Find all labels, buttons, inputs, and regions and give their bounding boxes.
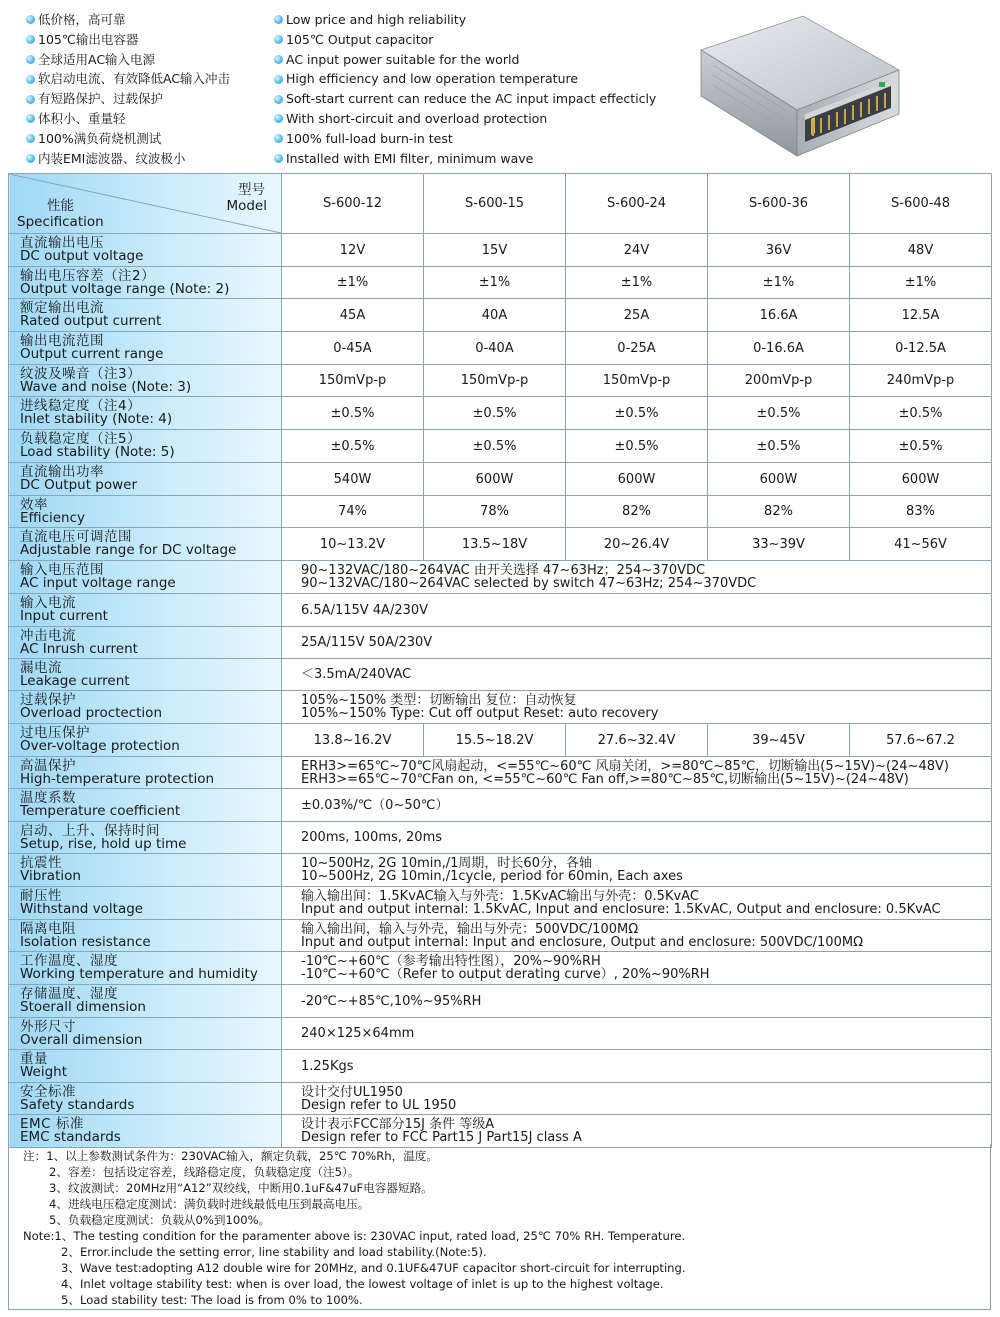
value-cell: 27.6~32.4V — [566, 724, 708, 757]
table-row — [9, 920, 992, 952]
value-cell-wide: 200ms, 100ms, 20ms — [282, 822, 992, 854]
value-cell: 150mVp-p — [566, 365, 708, 397]
bullet-icon — [26, 114, 35, 123]
row-label: 直流输出功率 DC Output power — [9, 463, 282, 496]
value-cell: 74% — [282, 496, 424, 528]
value-cell: 600W — [424, 463, 566, 496]
row-label: 温度系数 Temperature coefficient — [9, 789, 282, 822]
bullet-icon — [26, 95, 35, 104]
table-row — [9, 691, 992, 724]
value-cell-wide: ±0.03%/℃（0~50℃） — [282, 789, 992, 822]
value-cell: 40A — [424, 299, 566, 332]
bullet-icon — [26, 154, 35, 163]
table-row — [9, 887, 992, 920]
value-cell: 78% — [424, 496, 566, 528]
value-cell: 16.6A — [708, 299, 850, 332]
table-row — [9, 430, 992, 463]
model-cell: S-600-24 — [566, 174, 708, 234]
value-cell-wide: 90~132VAC/180~264VAC 由开关选择 47~63Hz；254~370VDC 90~132VAC/180~264VAC selected by switch 47~63Hz; 254~370VDC — [282, 561, 992, 594]
value-cell-wide: 输入输出间：1.5KvAC输入与外壳：1.5KvAC输出与外壳：0.5KvAC Input and output internal: 1.5KvAC, Input and enclosure: 1.5KvAC, Output and enclosure: 0.5KvAC — [282, 887, 992, 920]
table-row — [9, 463, 992, 496]
table-row — [9, 822, 992, 854]
table-row — [9, 267, 992, 299]
model-cell: S-600-48 — [850, 174, 992, 234]
table-row — [9, 594, 992, 627]
note-line: 3、Wave test:adopting A12 double wire for 20MHz, and 0.1UF&47UF capacitor short-circuit for interrupting. — [61, 1261, 686, 1275]
value-cell-wide: 25A/115V 50A/230V — [282, 627, 992, 659]
value-cell: 41~56V — [850, 528, 992, 561]
note-line: 2、容差：包括设定容差，线路稳定度，负载稳定度（注5）。 — [49, 1165, 360, 1179]
table-row — [9, 1115, 992, 1148]
value-cell: 12.5A — [850, 299, 992, 332]
feature-item: 有短路保护、过载保护 — [26, 89, 230, 109]
feature-item: 体积小、重量轻 — [26, 109, 230, 129]
bullet-icon — [26, 35, 35, 44]
row-label: 输出电压容差（注2） Output voltage range (Note: 2) — [9, 267, 282, 299]
spec-cn-label: 性能 — [47, 198, 74, 214]
value-cell-wide: -20℃~+85℃,10%~95%RH — [282, 985, 992, 1018]
value-cell-wide: 240×125×64mm — [282, 1018, 992, 1050]
header-label-cell — [9, 174, 282, 234]
value-cell-wide: ＜3.5mA/240VAC — [282, 659, 992, 691]
feature-item: 软启动电流、有效降低AC输入冲击 — [26, 69, 230, 89]
row-label: 直流输出电压 DC output voltage — [9, 234, 282, 267]
model-cn-label: 型号 — [238, 182, 265, 198]
row-label: 抗震性 Vibration — [9, 854, 282, 887]
value-cell: 82% — [566, 496, 708, 528]
spec-en-label: Specification — [17, 214, 104, 230]
value-cell: ±0.5% — [708, 397, 850, 430]
bullet-icon — [274, 55, 283, 64]
row-label: 额定输出电流 Rated output current — [9, 299, 282, 332]
table-row — [9, 561, 992, 594]
table-row — [9, 1018, 992, 1050]
table-row — [9, 365, 992, 397]
feature-item: 105℃输出电容器 — [26, 30, 230, 50]
note-line: 4、进线电压稳定度测试：满负载时进线最低电压到最高电压。 — [49, 1197, 370, 1211]
value-cell-wide: 输入输出间，输入与外壳，输出与外壳：500VDC/100MΩ Input and output internal: Input and enclosure, Output and enclosure: 500VDC/100MΩ — [282, 920, 992, 952]
value-cell-wide: 10~500Hz, 2G 10min,/1周期，时长60分，各轴 10~500Hz, 2G 10min,/1cycle, period for 60min, Each axes — [282, 854, 992, 887]
value-cell: ±0.5% — [708, 430, 850, 463]
spec-table — [8, 173, 992, 1148]
bullet-icon — [274, 15, 283, 24]
feature-item: Low price and high reliability — [274, 10, 656, 30]
header-row — [9, 174, 992, 234]
row-label: 高温保护 High-temperature protection — [9, 757, 282, 789]
feature-item: 内装EMI滤波器、纹波极小 — [26, 149, 230, 169]
feature-item: Installed with EMI filter, minimum wave — [274, 149, 656, 169]
bullet-icon — [274, 114, 283, 123]
table-row — [9, 985, 992, 1018]
note-line: 3、纹波测试：20MHz用“A12”双绞线，中断用0.1uF&47uF电容器短路。 — [49, 1181, 433, 1195]
table-row — [9, 952, 992, 985]
value-cell: 10~13.2V — [282, 528, 424, 561]
value-cell-wide: 设计表示FCC部分15J 条件 等级A Design refer to FCC Part15 J Part15J class A — [282, 1115, 992, 1148]
bullet-icon — [26, 134, 35, 143]
value-cell: 25A — [566, 299, 708, 332]
value-cell: ±0.5% — [282, 397, 424, 430]
table-row — [9, 299, 992, 332]
feature-item: AC input power suitable for the world — [274, 50, 656, 70]
value-cell: 13.5~18V — [424, 528, 566, 561]
value-cell-wide: 1.25Kgs — [282, 1050, 992, 1083]
table-row — [9, 854, 992, 887]
value-cell: 0-12.5A — [850, 332, 992, 365]
value-cell: 48V — [850, 234, 992, 267]
value-cell: 0-25A — [566, 332, 708, 365]
note-line: 注：1、以上参数测试条件为：230VAC输入，额定负载，25℃ 70%Rh，温度。 — [23, 1149, 438, 1163]
value-cell: 600W — [566, 463, 708, 496]
value-cell: ±1% — [850, 267, 992, 299]
row-label: 隔离电阻 Isolation resistance — [9, 920, 282, 952]
table-row — [9, 234, 992, 267]
row-label: 纹波及噪音（注3） Wave and noise (Note: 3) — [9, 365, 282, 397]
value-cell: ±1% — [282, 267, 424, 299]
row-label: 负载稳定度（注5） Load stability (Note: 5) — [9, 430, 282, 463]
value-cell: 0-16.6A — [708, 332, 850, 365]
feature-item: 100% full-load burn-in test — [274, 129, 656, 149]
row-label: 耐压性 Withstand voltage — [9, 887, 282, 920]
features-section — [0, 0, 1000, 172]
row-label: 冲击电流 AC Inrush current — [9, 627, 282, 659]
feature-item: 100%满负荷烧机测试 — [26, 129, 230, 149]
model-cell: S-600-12 — [282, 174, 424, 234]
table-row — [9, 757, 992, 789]
value-cell: ±0.5% — [424, 430, 566, 463]
value-cell: 150mVp-p — [424, 365, 566, 397]
table-row — [9, 789, 992, 822]
table-row — [9, 724, 992, 757]
value-cell: ±0.5% — [566, 397, 708, 430]
table-row — [9, 332, 992, 365]
bullet-icon — [274, 154, 283, 163]
row-label: 直流电压可调范围 Adjustable range for DC voltage — [9, 528, 282, 561]
row-label: 过载保护 Overload proctection — [9, 691, 282, 724]
value-cell: 150mVp-p — [282, 365, 424, 397]
value-cell: 240mVp-p — [850, 365, 992, 397]
note-line: 5、负载稳定度测试：负载从0%到100%。 — [49, 1213, 271, 1227]
bullet-icon — [274, 35, 283, 44]
value-cell: ±0.5% — [850, 430, 992, 463]
value-cell-wide: 105%~150% 类型：切断输出 复位：自动恢复 105%~150% Type: Cut off output Reset: auto recovery — [282, 691, 992, 724]
value-cell: 24V — [566, 234, 708, 267]
value-cell: 39~45V — [708, 724, 850, 757]
features-en-list — [274, 10, 656, 168]
row-label: 进线稳定度（注4） Inlet stability (Note: 4) — [9, 397, 282, 430]
value-cell: 36V — [708, 234, 850, 267]
value-cell: ±1% — [424, 267, 566, 299]
value-cell-wide: 6.5A/115V 4A/230V — [282, 594, 992, 627]
value-cell: 20~26.4V — [566, 528, 708, 561]
row-label: 安全标准 Safety standards — [9, 1083, 282, 1115]
row-label: 输入电流 Input current — [9, 594, 282, 627]
row-label: 漏电流 Leakage current — [9, 659, 282, 691]
value-cell: ±1% — [566, 267, 708, 299]
power-supply-product-image — [693, 10, 905, 162]
model-en-label: Model — [226, 198, 267, 214]
value-cell: 0-40A — [424, 332, 566, 365]
value-cell: 600W — [850, 463, 992, 496]
value-cell-wide: -10℃~+60℃（参考输出特性图），20%~90%RH -10℃~+60℃（Refer to output derating curve）, 20%~90%RH — [282, 952, 992, 985]
value-cell-wide: ERH3>=65℃~70℃风扇起动，<=55℃~60℃ 风扇关闭，>=80℃~85℃，切断输出(5~15V)~(24~48V) ERH3>=65℃~70℃Fan on, <=55℃~60℃ Fan off,>=80℃~85℃,切断输出(5~15V)~(24~48V) — [282, 757, 992, 789]
note-line: 2、Error.include the setting error, line stability and load stability.(Note:5). — [61, 1245, 487, 1259]
feature-item: 低价格，高可靠 — [26, 10, 230, 30]
table-row — [9, 397, 992, 430]
bullet-icon — [274, 75, 283, 84]
value-cell: ±0.5% — [566, 430, 708, 463]
row-label: 工作温度、湿度 Working temperature and humidity — [9, 952, 282, 985]
row-label: 启动、上升、保持时间 Setup, rise, hold up time — [9, 822, 282, 854]
value-cell: 0-45A — [282, 332, 424, 365]
notes-section — [8, 1144, 991, 1310]
table-row — [9, 496, 992, 528]
features-cn-list — [26, 10, 230, 168]
bullet-icon — [26, 15, 35, 24]
value-cell-wide: 设计交付UL1950 Design refer to UL 1950 — [282, 1083, 992, 1115]
row-label: 效率 Efficiency — [9, 496, 282, 528]
row-label: 输出电流范围 Output current range — [9, 332, 282, 365]
note-line: 5、Load stability test: The load is from 0% to 100%. — [61, 1293, 363, 1307]
value-cell: 83% — [850, 496, 992, 528]
value-cell: 82% — [708, 496, 850, 528]
value-cell: ±1% — [708, 267, 850, 299]
row-label: 外形尺寸 Overall dimension — [9, 1018, 282, 1050]
bullet-icon — [274, 134, 283, 143]
value-cell: 540W — [282, 463, 424, 496]
feature-item: 全球适用AC输入电源 — [26, 50, 230, 70]
feature-item: High efficiency and low operation temperature — [274, 69, 656, 89]
value-cell: 15.5~18.2V — [424, 724, 566, 757]
bullet-icon — [274, 95, 283, 104]
model-cell: S-600-36 — [708, 174, 850, 234]
value-cell: 12V — [282, 234, 424, 267]
value-cell: 33~39V — [708, 528, 850, 561]
table-row — [9, 659, 992, 691]
value-cell: 200mVp-p — [708, 365, 850, 397]
value-cell: 15V — [424, 234, 566, 267]
note-line: Note:1、The testing condition for the paramenter above is: 230VAC input, rated load, 25℃ 70% RH. Temperature. — [23, 1229, 686, 1243]
feature-item: Soft-start current can reduce the AC input impact effecticly — [274, 89, 656, 109]
note-line: 4、Inlet voltage stability test: when is over load, the lowest voltage of inlet is up to the highest voltage. — [61, 1277, 664, 1291]
row-label: 过电压保护 Over-voltage protection — [9, 724, 282, 757]
feature-item: 105℃ Output capacitor — [274, 30, 656, 50]
value-cell: 13.8~16.2V — [282, 724, 424, 757]
value-cell: 45A — [282, 299, 424, 332]
row-label: EMC 标准 EMC standards — [9, 1115, 282, 1148]
row-label: 输入电压范围 AC input voltage range — [9, 561, 282, 594]
value-cell: ±0.5% — [282, 430, 424, 463]
row-label: 存储温度、湿度 Stoerall dimension — [9, 985, 282, 1018]
feature-item: With short-circuit and overload protection — [274, 109, 656, 129]
model-cell: S-600-15 — [424, 174, 566, 234]
table-row — [9, 627, 992, 659]
table-row — [9, 1050, 992, 1083]
table-row — [9, 528, 992, 561]
value-cell: ±0.5% — [424, 397, 566, 430]
bullet-icon — [26, 75, 35, 84]
value-cell: 600W — [708, 463, 850, 496]
table-row — [9, 1083, 992, 1115]
value-cell: ±0.5% — [850, 397, 992, 430]
bullet-icon — [26, 55, 35, 64]
row-label: 重量 Weight — [9, 1050, 282, 1083]
value-cell: 57.6~67.2 — [850, 724, 992, 757]
